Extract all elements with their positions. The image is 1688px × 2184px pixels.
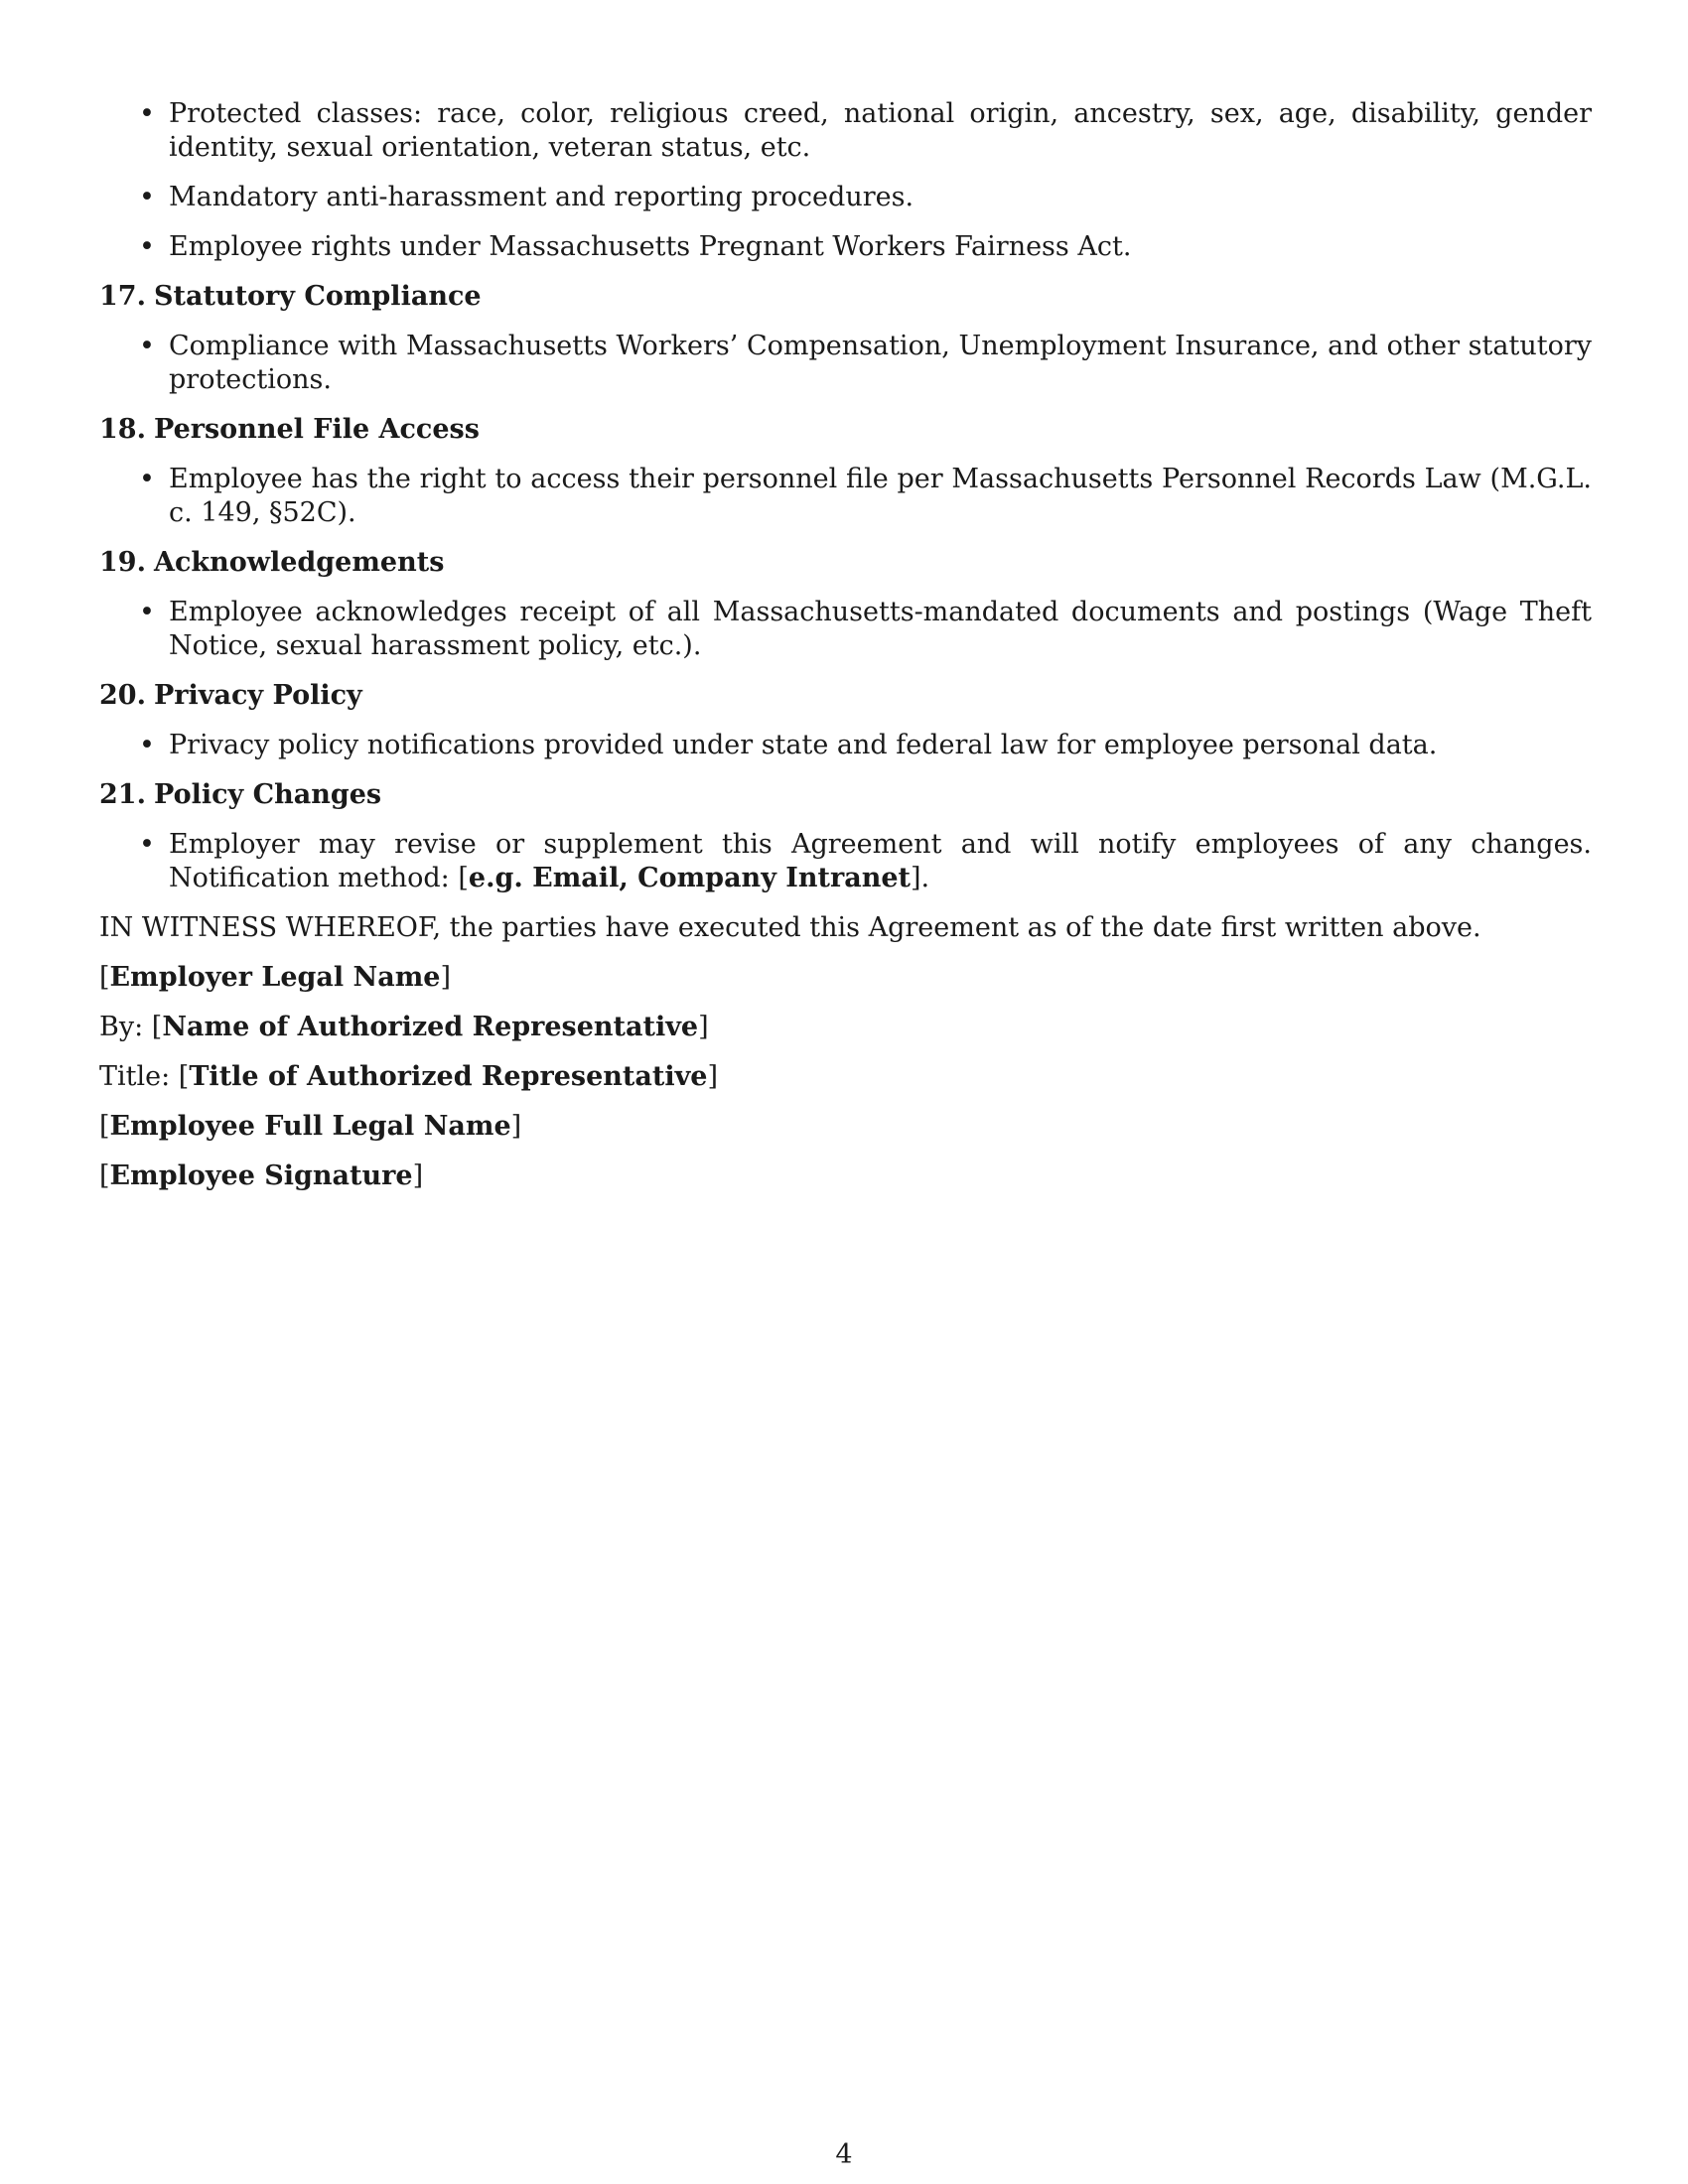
list-item <box>99 463 1592 530</box>
notification-method-placeholder: e.g. Email, Company Intranet <box>468 863 912 893</box>
bullet-icon: • <box>139 829 155 860</box>
section-title: Acknowledgements <box>154 547 445 578</box>
section-number: 17. <box>99 281 146 312</box>
witness-statement: IN WITNESS WHEREOF, the parties have executed this Agreement as of the date first written above. <box>99 912 1481 943</box>
list-item <box>99 330 1592 397</box>
section-title: Statutory Compliance <box>154 281 482 312</box>
employee-signature-line: [Employee Signature] <box>99 1160 424 1191</box>
document-page <box>99 97 1592 1209</box>
representative-title-placeholder: Title of Authorized Representative <box>189 1061 708 1092</box>
employee-signature-placeholder: Employee Signature <box>109 1160 413 1191</box>
section-heading-20 <box>99 679 1592 713</box>
bullet-icon: • <box>139 98 155 129</box>
list-item <box>99 181 1592 214</box>
bullet-text: Employee rights under Massachusetts Pregnant Workers Fairness Act. <box>169 231 1132 262</box>
list-item: • Employer may revise or supplement this Agreement and will notify employees of any changes. Notification method: [e.g. Email, Company Intranet]. <box>139 829 1592 893</box>
section-title: Personnel File Access <box>154 414 480 445</box>
bullet-text: Employer may revise or supplement this Agreement and will notify employees of any changes. Notification method: <box>169 829 1592 893</box>
representative-name-line: By: [Name of Authorized Representative] <box>99 1012 709 1042</box>
section-number: 20. <box>99 680 146 711</box>
employer-name-placeholder: Employer Legal Name <box>109 962 441 993</box>
section-heading-21 <box>99 778 1592 812</box>
representative-title-line: Title: [Title of Authorized Representative] <box>99 1061 719 1092</box>
employee-name-placeholder: Employee Full Legal Name <box>109 1111 511 1142</box>
bullet-icon: • <box>139 597 155 627</box>
page-number: 4 <box>835 2139 853 2170</box>
section-heading-18 <box>99 413 1592 447</box>
representative-name-placeholder: Name of Authorized Representative <box>162 1012 699 1042</box>
section-heading-19 <box>99 546 1592 580</box>
section-number: 19. <box>99 547 146 578</box>
title-label: Title: <box>99 1061 171 1092</box>
bullet-text: Mandatory anti-harassment and reporting procedures. <box>169 182 914 212</box>
section-title: Privacy Policy <box>154 680 362 711</box>
bullet-text: Privacy policy notifications provided under state and federal law for employee personal data. <box>169 730 1438 760</box>
list-item <box>99 596 1592 663</box>
section-number: 18. <box>99 414 146 445</box>
bullet-icon: • <box>139 231 155 262</box>
list-item <box>99 729 1592 762</box>
list-item <box>99 97 1592 165</box>
bullet-text: Protected classes: race, color, religious creed, national origin, ancestry, sex, age, disability, gender identity, sexual orientation, veteran status, etc. <box>169 98 1592 163</box>
employee-name-line: [Employee Full Legal Name] <box>99 1111 522 1142</box>
bullet-icon: • <box>139 331 155 361</box>
list-item <box>99 230 1592 264</box>
bullet-text: Compliance with Massachusetts Workers’ Compensation, Unemployment Insurance, and other statutory protections. <box>169 331 1592 395</box>
bullet-icon: • <box>139 730 155 760</box>
employer-name-line: [Employer Legal Name] <box>99 962 451 993</box>
bullet-text: Employee has the right to access their personnel file per Massachusetts Personnel Records Law (M.G.L. c. 149, §52C). <box>169 464 1592 528</box>
section-number: 21. <box>99 779 146 810</box>
bullet-text: Employee acknowledges receipt of all Massachusetts-mandated documents and postings (Wage Theft Notice, sexual harassment policy, etc.). <box>169 597 1592 661</box>
by-label: By: <box>99 1012 144 1042</box>
section-heading-17 <box>99 280 1592 314</box>
bullet-icon: • <box>139 464 155 494</box>
section-title: Policy Changes <box>154 779 382 810</box>
bullet-icon: • <box>139 182 155 212</box>
